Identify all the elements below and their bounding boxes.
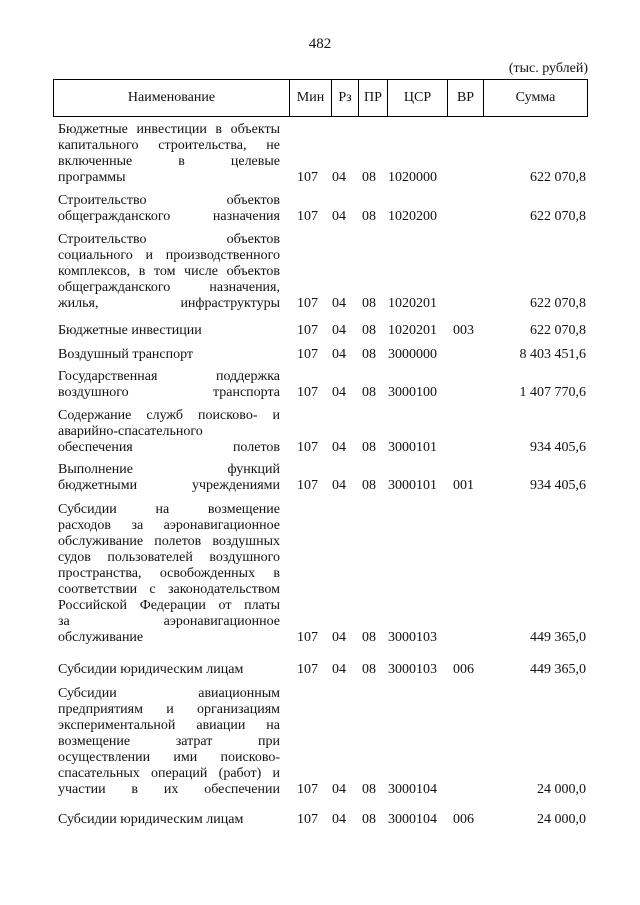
cell-rz: 04 (332, 170, 346, 185)
row-name-line: Содержание служб поисково- и (58, 408, 280, 423)
row-name-line: Субсидии юридическим лицам (58, 812, 244, 827)
cell-min: 107 (297, 385, 318, 400)
cell-sum: 622 070,8 (530, 323, 586, 338)
cell-vr: 003 (453, 323, 474, 338)
row-name-line: Выполнение функций (58, 462, 280, 477)
row-name-line: Субсидии на возмещение (58, 502, 280, 517)
cell-sum: 934 405,6 (530, 478, 586, 493)
cell-rz: 04 (332, 296, 346, 311)
header-min: Мин (290, 80, 332, 116)
row-name-line: предприятиям и организациям (58, 702, 280, 717)
cell-pr: 08 (362, 440, 376, 455)
row-name-line: общегражданского назначения (58, 209, 280, 224)
row-name-line: обеспечения полетов (58, 440, 280, 455)
cell-pr: 08 (362, 662, 376, 677)
cell-vr: 001 (453, 478, 474, 493)
row-name (58, 193, 280, 225)
row-name-line: общегражданского назначения, (58, 280, 280, 295)
cell-csr: 3000104 (388, 812, 437, 827)
row-name-line: пространства, освобожденных в (58, 566, 280, 581)
row-name-line: Субсидии юридическим лицам (58, 662, 244, 677)
row-name (58, 462, 280, 494)
cell-csr: 1020201 (388, 296, 437, 311)
row-name-line: капитального строительства, не (58, 138, 280, 153)
row-name-line: обслуживание полетов воздушных (58, 534, 280, 549)
row-name-line: Бюджетные инвестиции в объекты (58, 122, 280, 137)
row-name-line: Строительство объектов (58, 193, 280, 208)
cell-vr: 006 (453, 812, 474, 827)
header-vr: ВР (448, 80, 484, 116)
cell-rz: 04 (332, 209, 346, 224)
header-name: Наименование (54, 80, 290, 116)
cell-rz: 04 (332, 385, 346, 400)
cell-min: 107 (297, 440, 318, 455)
cell-rz: 04 (332, 812, 346, 827)
header-pr: ПР (359, 80, 388, 116)
cell-min: 107 (297, 170, 318, 185)
cell-csr: 1020000 (388, 170, 437, 185)
row-name-line: за аэронавигационное (58, 614, 280, 629)
row-name-line: расходов за аэронавигационное (58, 518, 280, 533)
row-name-line: комплексов, в том числе объектов (58, 264, 280, 279)
cell-csr: 3000103 (388, 662, 437, 677)
header-sum: Сумма (515, 90, 556, 105)
cell-rz: 04 (332, 662, 346, 677)
cell-rz: 04 (332, 478, 346, 493)
cell-rz: 04 (332, 440, 346, 455)
cell-pr: 08 (362, 385, 376, 400)
cell-sum: 24 000,0 (537, 782, 586, 797)
cell-csr: 1020201 (388, 323, 437, 338)
cell-pr: 08 (362, 323, 376, 338)
cell-pr: 08 (362, 209, 376, 224)
row-name-line: соответствии с законодательством (58, 582, 280, 597)
cell-pr: 08 (362, 630, 376, 645)
cell-vr: 006 (453, 662, 474, 677)
row-name (58, 812, 280, 828)
row-name-line: Российской Федерации от платы (58, 598, 280, 613)
row-name-line: осуществлении ими поисково- (58, 750, 280, 765)
cell-pr: 08 (362, 478, 376, 493)
row-name (58, 369, 280, 401)
row-name-line: Воздушный транспорт (58, 347, 194, 362)
cell-pr: 08 (362, 170, 376, 185)
header-rz: Рз (332, 80, 359, 116)
row-name (58, 323, 280, 339)
cell-rz: 04 (332, 630, 346, 645)
row-name-line: судов пользователей воздушного (58, 550, 280, 565)
row-name-line: спасательных операций (работ) и (58, 766, 280, 781)
cell-csr: 3000100 (388, 385, 437, 400)
row-name-line: бюджетными учреждениями (58, 478, 280, 493)
cell-csr: 3000000 (388, 347, 437, 362)
row-name (58, 232, 280, 312)
page-number: 482 (308, 36, 332, 52)
cell-sum: 622 070,8 (530, 170, 586, 185)
cell-csr: 3000101 (388, 478, 437, 493)
cell-pr: 08 (362, 347, 376, 362)
cell-sum: 24 000,0 (537, 812, 586, 827)
cell-sum: 8 403 451,6 (519, 347, 586, 362)
cell-sum: 449 365,0 (530, 630, 586, 645)
cell-sum: 622 070,8 (530, 296, 586, 311)
row-name-line: включенные в целевые (58, 154, 280, 169)
row-name (58, 686, 280, 798)
cell-min: 107 (297, 630, 318, 645)
row-name (58, 502, 280, 646)
row-name (58, 347, 280, 363)
cell-pr: 08 (362, 296, 376, 311)
row-name-line: участии в их обеспечении (58, 782, 280, 797)
row-name (58, 408, 280, 456)
row-name-line: возмещение затрат при (58, 734, 280, 749)
cell-min: 107 (297, 662, 318, 677)
cell-min: 107 (297, 323, 318, 338)
cell-pr: 08 (362, 782, 376, 797)
row-name-line: программы (58, 170, 126, 185)
units-label: (тыс. рублей) (508, 61, 588, 76)
cell-pr: 08 (362, 812, 376, 827)
row-name-line: Строительство объектов (58, 232, 280, 247)
row-name (58, 662, 280, 678)
cell-rz: 04 (332, 347, 346, 362)
header-csr: ЦСР (388, 80, 448, 116)
row-name-line: Бюджетные инвестиции (58, 323, 202, 338)
cell-min: 107 (297, 296, 318, 311)
cell-min: 107 (297, 478, 318, 493)
row-name-line: обслуживание (58, 630, 144, 645)
row-name-line: Субсидии авиационным (58, 686, 280, 701)
cell-sum: 449 365,0 (530, 662, 586, 677)
row-name (58, 122, 280, 186)
cell-sum: 622 070,8 (530, 209, 586, 224)
row-name-line: аварийно-спасательного (58, 424, 203, 439)
cell-min: 107 (297, 347, 318, 362)
row-name-line: воздушного транспорта (58, 385, 280, 400)
cell-min: 107 (297, 812, 318, 827)
cell-min: 107 (297, 209, 318, 224)
cell-rz: 04 (332, 323, 346, 338)
cell-rz: 04 (332, 782, 346, 797)
row-name-line: экспериментальной авиации на (58, 718, 280, 733)
cell-csr: 3000101 (388, 440, 437, 455)
row-name-line: Государственная поддержка (58, 369, 280, 384)
cell-min: 107 (297, 782, 318, 797)
cell-csr: 3000104 (388, 782, 437, 797)
row-name-line: социального и производственного (58, 248, 280, 263)
cell-sum: 934 405,6 (530, 440, 586, 455)
cell-sum: 1 407 770,6 (519, 385, 586, 400)
cell-csr: 3000103 (388, 630, 437, 645)
row-name-line: жилья, инфраструктуры (58, 296, 280, 311)
cell-csr: 1020200 (388, 209, 437, 224)
